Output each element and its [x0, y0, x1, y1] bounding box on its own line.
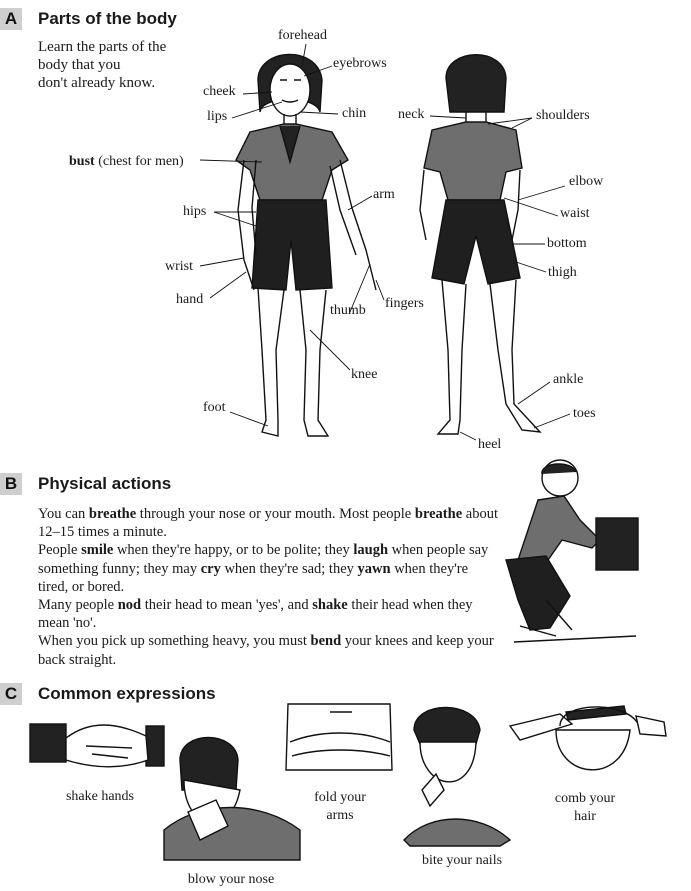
- keyword-breathe: breathe: [88, 506, 137, 522]
- label-thigh: thigh: [548, 265, 577, 280]
- paragraph-bend: [38, 632, 498, 668]
- text-run: their head to mean 'yes', and: [141, 597, 313, 614]
- caption-shake-hands: shake hands: [65, 789, 135, 804]
- keyword-yawn: yawn: [357, 560, 391, 577]
- label-bust-rest: (chest for men): [98, 154, 184, 169]
- label-eyebrows: eyebrows: [333, 56, 387, 71]
- label-foot: foot: [203, 400, 226, 415]
- section-a-badge: A: [0, 8, 22, 30]
- section-c-badge: C: [0, 683, 22, 705]
- text-run: your knees and keep your back straight.: [38, 633, 494, 668]
- text-run: their head when they mean 'no'.: [38, 597, 473, 632]
- text-run: You can: [38, 506, 89, 522]
- section-a-title: Parts of the body: [38, 9, 177, 28]
- text-run: about 12–15 times a minute.: [38, 506, 498, 541]
- label-neck: neck: [398, 107, 425, 122]
- label-hips: hips: [183, 204, 207, 219]
- caption-comb-hair: [530, 790, 640, 826]
- paragraph-breathe: [38, 505, 498, 541]
- label-cheek: cheek: [203, 84, 236, 99]
- label-bust: [69, 154, 184, 170]
- section-c-title: Common expressions: [38, 684, 216, 703]
- text-run: Many people: [38, 597, 118, 614]
- section-b-badge: B: [0, 473, 22, 495]
- label-knee: knee: [351, 367, 378, 382]
- bite-nails-illustration: [404, 708, 510, 847]
- caption-blow-nose: blow your nose: [187, 872, 275, 887]
- text-run: when people say something funny; they may: [38, 542, 489, 577]
- keyword-shake: shake: [312, 597, 348, 614]
- text-run: When you pick up something heavy, you must: [38, 633, 311, 650]
- caption-comb-hair-line-1: comb your: [554, 791, 616, 806]
- keyword-breathe: breathe: [414, 506, 463, 522]
- label-chin: chin: [342, 106, 367, 121]
- label-waist: waist: [560, 206, 590, 221]
- label-bottom: bottom: [547, 236, 587, 251]
- intro-line-1: Learn the parts of the: [38, 39, 167, 55]
- shake-hands-illustration: [30, 724, 164, 767]
- label-bust-bold: bust: [69, 154, 95, 169]
- label-lips: lips: [207, 109, 228, 124]
- keyword-laugh: laugh: [353, 542, 389, 559]
- label-forehead: forehead: [278, 28, 327, 43]
- caption-comb-hair-line-2: hair: [574, 809, 596, 824]
- keyword-cry: cry: [200, 560, 221, 577]
- caption-fold-arms-line-2: arms: [326, 808, 354, 823]
- label-elbow: elbow: [569, 174, 604, 189]
- section-b-text: [38, 505, 498, 669]
- intro-line-2: body that you: [38, 57, 121, 73]
- intro-line-3: don't already know.: [38, 75, 156, 91]
- text-run: when they're tired, or bored.: [38, 560, 469, 595]
- label-shoulders: shoulders: [536, 108, 590, 123]
- text-run: through your nose or your mouth. Most people: [136, 506, 415, 522]
- keyword-bend: bend: [310, 633, 342, 650]
- text-run: People: [38, 542, 82, 559]
- paragraph-smile: [38, 541, 498, 596]
- label-thumb: thumb: [330, 303, 366, 318]
- caption-bite-nails: bite your nails: [421, 853, 503, 868]
- text-run: when they're happy, or to be polite; they: [113, 542, 354, 559]
- comb-hair-illustration: [510, 706, 666, 770]
- caption-fold-arms: [290, 789, 390, 825]
- text-run: when they're sad; they: [220, 560, 358, 577]
- paragraph-nod: [38, 596, 498, 632]
- label-arm: arm: [373, 187, 395, 202]
- label-toes: toes: [573, 406, 596, 421]
- caption-fold-arms-line-1: fold your: [314, 790, 366, 805]
- keyword-smile: smile: [81, 542, 114, 559]
- label-wrist: wrist: [165, 259, 193, 274]
- label-heel: heel: [478, 437, 502, 452]
- fold-arms-illustration: [286, 704, 392, 770]
- label-ankle: ankle: [553, 372, 584, 387]
- section-b-title: Physical actions: [38, 474, 172, 493]
- blow-nose-illustration: [164, 738, 300, 861]
- label-hand: hand: [176, 292, 204, 307]
- squat-figure: [506, 460, 638, 642]
- label-fingers: fingers: [385, 296, 424, 311]
- keyword-nod: nod: [117, 597, 142, 614]
